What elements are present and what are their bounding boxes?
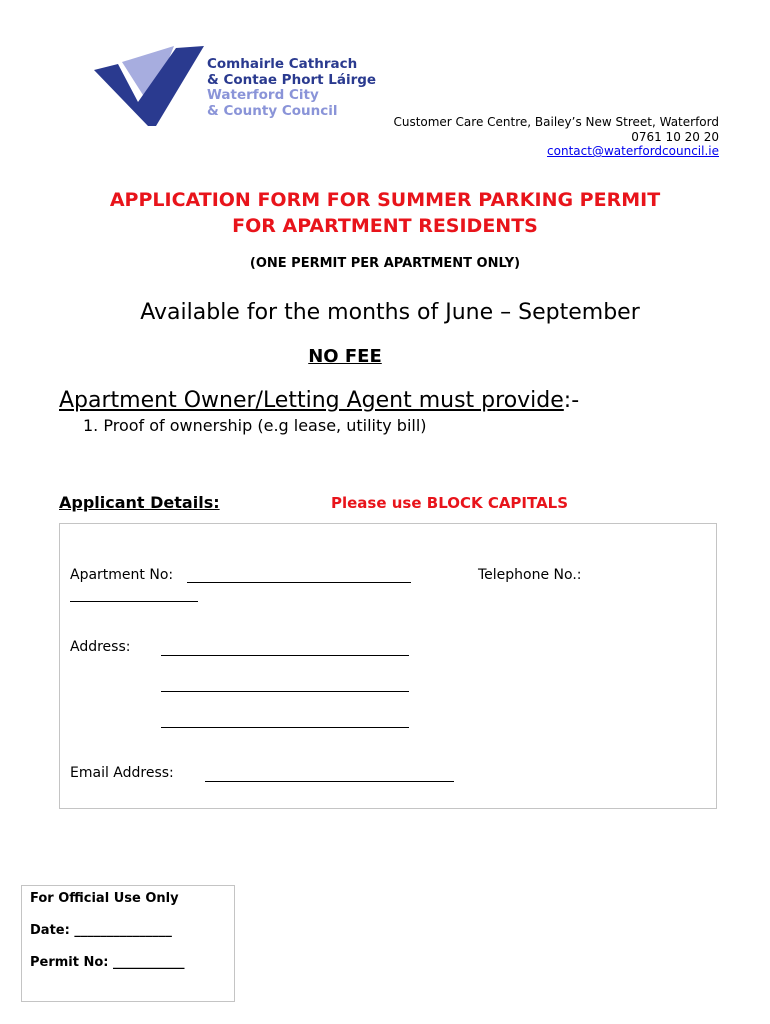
address-input-line-3[interactable] <box>161 727 409 728</box>
requirements-heading-text: Apartment Owner/Letting Agent must provide <box>59 388 564 413</box>
form-title-line1: APPLICATION FORM FOR SUMMER PARKING PERMIT <box>109 189 661 211</box>
contact-address: Customer Care Centre, Bailey’s New Street, Waterford <box>393 115 719 129</box>
applicant-details-heading: Applicant Details: <box>59 493 220 512</box>
council-logo-icon <box>92 44 204 128</box>
address-input-line-2[interactable] <box>161 691 409 692</box>
apartment-input-line[interactable] <box>187 582 411 583</box>
block-capitals-note: Please use BLOCK CAPITALS <box>331 494 569 512</box>
contact-block <box>393 115 719 159</box>
address-label: Address: <box>70 639 131 655</box>
email-label: Email Address: <box>70 765 174 781</box>
official-date-field: Date: _______________ <box>30 923 172 938</box>
council-name-line1: Comhairle Cathrach <box>207 56 358 72</box>
official-use-heading: For Official Use Only <box>30 891 179 906</box>
contact-phone: 0761 10 20 20 <box>631 129 719 144</box>
council-name-line4: & County Council <box>207 102 338 119</box>
form-subtitle: (ONE PERMIT PER APARTMENT ONLY) <box>249 256 521 271</box>
email-input-line[interactable] <box>205 781 454 782</box>
address-input-line-1[interactable] <box>161 655 409 656</box>
applicant-details-box <box>59 523 717 809</box>
fee-text: NO FEE <box>308 346 382 367</box>
contact-email-link[interactable]: contact@waterfordcouncil.ie <box>547 144 719 158</box>
requirements-heading-suffix: :- <box>563 388 580 413</box>
official-use-box <box>21 885 235 1002</box>
council-name <box>207 57 376 119</box>
availability-text: Available for the months of June – September <box>140 300 640 325</box>
form-title-line2: FOR APARTMENT RESIDENTS <box>232 215 538 237</box>
council-name-line3: Waterford City <box>207 87 319 103</box>
requirement-item: 1. Proof of ownership (e.g lease, utility bill) <box>83 416 427 435</box>
requirements-heading <box>59 388 579 413</box>
telephone-label: Telephone No.: <box>478 567 582 583</box>
telephone-input-line[interactable] <box>70 601 198 602</box>
council-name-line2: & Contae Phort Láirge <box>207 71 377 88</box>
official-permit-field: Permit No: ___________ <box>30 955 185 970</box>
form-title <box>0 187 770 239</box>
apartment-label: Apartment No: <box>70 567 174 583</box>
